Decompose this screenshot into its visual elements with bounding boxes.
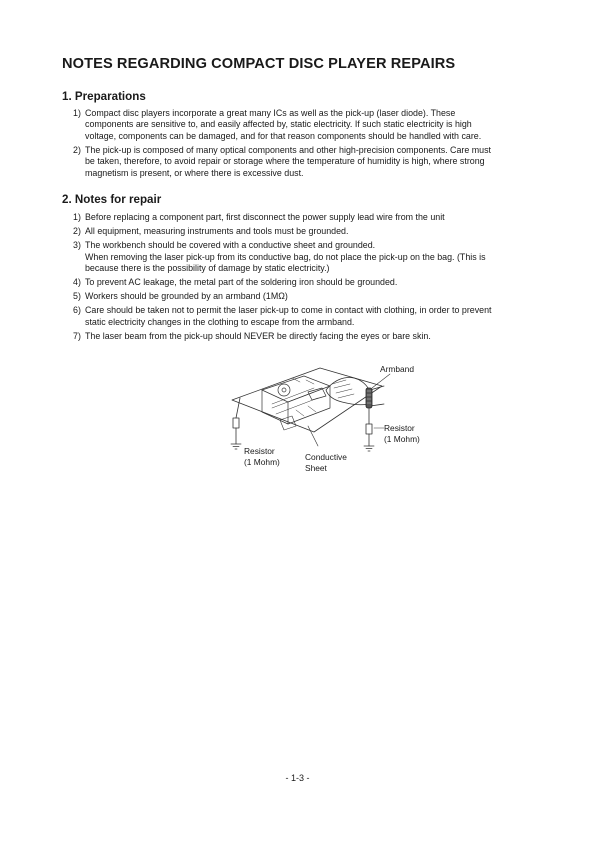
conductive-sheet-label: Conductive Sheet — [305, 452, 347, 473]
item-text-line: magnetism is present, or where there is excessive dust. — [85, 167, 304, 178]
item-text-line: The workbench should be covered with a conductive sheet and grounded. — [85, 240, 376, 251]
list-item — [74, 277, 552, 288]
list-item — [74, 145, 552, 179]
item-text-line: voltage, components can be damaged, and for that reason components should be handled with care. — [85, 130, 482, 141]
list-item — [74, 226, 552, 237]
resistor-left-icon — [231, 398, 241, 449]
list-item — [74, 240, 552, 274]
item-text-line: Care should be taken not to permit the laser pick-up to come in contact with clothing, in order to prevent — [85, 305, 492, 316]
list-item — [74, 331, 552, 342]
item-number: 4 ) — [73, 277, 81, 288]
item-number: 2 ) — [73, 226, 81, 237]
list-item — [74, 291, 552, 302]
item-text-line: Workers should be grounded by an armband (1MΩ) — [85, 291, 288, 302]
item-number: 7 ) — [73, 331, 81, 342]
item-text-line: because there is the possibility of damage by static electricity.) — [85, 263, 330, 273]
item-text-line: To prevent AC leakage, the metal part of the soldering iron should be grounded. — [85, 277, 398, 288]
item-text-line: be taken, therefore, to avoid repair or storage where the temperature of humidity is high, where strong — [85, 156, 485, 167]
item-text-line: static electricity changes in the clothing to escape from the armband. — [85, 316, 355, 327]
item-text-line: When removing the laser pick-up from its conductive bag, do not place the pick-up on the bag. (This is — [85, 251, 486, 262]
page-number: - 1-3 - — [285, 773, 310, 783]
item-text-line: Before replacing a component part, first disconnect the power supply lead wire from the unit — [85, 212, 445, 222]
resistor-right-label: Resistor (1 Mohm) — [384, 423, 420, 444]
cd-mechanism-icon — [262, 376, 330, 430]
item-number: 1 ) — [73, 212, 81, 223]
grounding-illustration — [222, 360, 422, 475]
sheet-leader-line — [308, 426, 318, 446]
list-item — [74, 212, 552, 223]
section-heading-preparations: 1. Preparations — [62, 90, 146, 103]
preparations-list — [74, 108, 552, 182]
armband-icon — [366, 388, 372, 408]
item-number: 3 ) — [73, 240, 81, 251]
resistor-right-icon — [364, 408, 384, 451]
item-text-line: components are sensitive to, and easily affected by, static electricity. If such static electricity is high — [85, 119, 472, 130]
page-title: NOTES REGARDING COMPACT DISC PLAYER REPAIRS — [62, 56, 456, 72]
item-text-line: Compact disc players incorporate a great many ICs as well as the pick-up (laser diode). These — [85, 108, 456, 118]
item-number: 5 ) — [73, 291, 81, 302]
armband-label: Armband — [380, 364, 414, 374]
list-item — [74, 108, 552, 142]
repair-notes-list — [74, 212, 552, 345]
item-text-line: The pick-up is composed of many optical components and other high-precision components. Care must — [85, 144, 491, 155]
item-text-line: All equipment, measuring instruments and tools must be grounded. — [85, 226, 349, 237]
conductive-sheet-shape — [232, 368, 382, 432]
item-number: 6 ) — [73, 305, 81, 316]
list-item — [74, 305, 552, 328]
item-text-line: The laser beam from the pick-up should NEVER be directly facing the eyes or bare skin. — [85, 330, 431, 341]
item-number: 2 ) — [73, 145, 81, 156]
section-heading-notes-for-repair: 2. Notes for repair — [62, 193, 162, 206]
hand-icon — [326, 378, 384, 407]
item-number: 1 ) — [73, 108, 81, 119]
resistor-left-label: Resistor (1 Mohm) — [244, 446, 280, 467]
